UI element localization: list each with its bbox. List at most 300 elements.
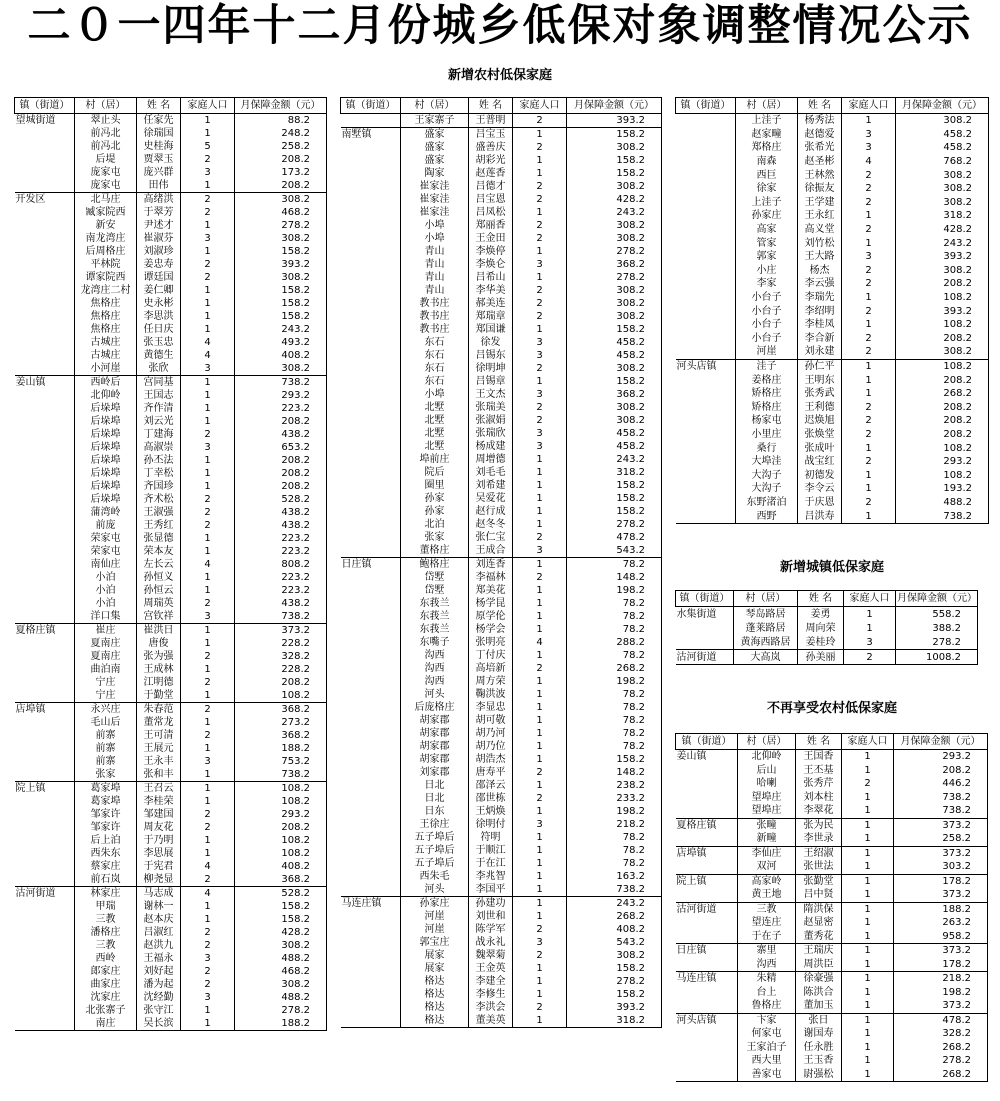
town-cell <box>15 153 75 166</box>
table-row <box>341 128 662 142</box>
amount-cell: 208.2 <box>235 415 327 428</box>
amount-cell: 408.2 <box>235 349 327 362</box>
village-cell: 沟西 <box>401 675 469 688</box>
table-row <box>15 179 327 193</box>
village-cell: 蒲湾岭 <box>75 506 137 519</box>
name-cell: 张世法 <box>796 860 842 874</box>
village-cell: 西岭 <box>75 952 137 965</box>
town-cell <box>15 336 75 349</box>
table-row <box>15 571 327 584</box>
household-cell: 1 <box>842 791 894 805</box>
village-cell: 五子埠后 <box>401 831 469 844</box>
table-row <box>15 650 327 663</box>
household-cell: 2 <box>513 219 567 232</box>
name-cell: 吕宝恩 <box>469 193 513 206</box>
town-cell <box>341 870 401 883</box>
town-cell <box>676 182 736 196</box>
amount-cell: 88.2 <box>235 114 327 128</box>
name-cell: 李令云 <box>798 482 842 496</box>
amount-cell: 258.2 <box>235 140 327 153</box>
name-cell: 战宝红 <box>798 455 842 469</box>
name-cell: 李显忠 <box>469 701 513 714</box>
amount-cell: 108.2 <box>235 847 327 860</box>
name-cell: 董秀花 <box>796 930 842 944</box>
name-cell: 李修生 <box>469 988 513 1001</box>
amount-cell: 458.2 <box>567 440 662 453</box>
household-cell: 2 <box>513 180 567 193</box>
amount-cell: 373.2 <box>894 818 988 832</box>
name-cell: 李国平 <box>469 883 513 897</box>
town-cell <box>676 428 736 442</box>
table-row <box>676 635 978 650</box>
amount-cell: 478.2 <box>894 1013 988 1027</box>
table-row <box>341 271 662 284</box>
table-row <box>15 821 327 834</box>
village-cell: 盛家 <box>401 154 469 167</box>
table-row <box>15 663 327 676</box>
household-cell: 2 <box>181 153 235 166</box>
name-cell: 吕锡章 <box>469 375 513 388</box>
amount-cell: 158.2 <box>567 375 662 388</box>
town-cell <box>341 701 401 714</box>
amount-cell: 373.2 <box>894 888 988 902</box>
table-row <box>341 701 662 714</box>
amount-cell: 373.2 <box>894 999 988 1013</box>
village-cell: 王家寨子 <box>401 114 469 128</box>
village-cell: 后周格庄 <box>75 245 137 258</box>
village-cell: 东莪兰 <box>401 623 469 636</box>
name-cell: 任永胜 <box>796 1041 842 1055</box>
household-cell: 2 <box>513 949 567 962</box>
household-cell: 2 <box>513 232 567 245</box>
table-row <box>676 387 989 401</box>
amount-cell: 78.2 <box>567 714 662 727</box>
household-cell: 1 <box>513 167 567 180</box>
town-cell <box>341 610 401 623</box>
town-cell <box>341 883 401 897</box>
village-cell: 于在子 <box>738 930 796 944</box>
town-cell <box>15 441 75 454</box>
table-row <box>15 284 327 297</box>
household-cell: 2 <box>181 978 235 991</box>
name-cell: 王国志 <box>137 389 181 402</box>
table-row <box>341 779 662 792</box>
amount-cell: 278.2 <box>235 219 327 232</box>
name-cell: 张淑娟 <box>469 414 513 427</box>
village-cell: 格达 <box>401 988 469 1001</box>
town-cell: 沽河街道 <box>676 902 738 916</box>
village-cell: 后垛埠 <box>75 428 137 441</box>
village-cell: 寨里 <box>738 944 796 958</box>
village-cell: 哈喇 <box>738 777 796 791</box>
village-cell: 孙家 <box>401 492 469 505</box>
amount-cell: 308.2 <box>235 232 327 245</box>
household-cell: 1 <box>513 870 567 883</box>
village-cell: 沟西 <box>401 662 469 675</box>
name-cell: 王福永 <box>137 952 181 965</box>
name-cell: 任日庆 <box>137 323 181 336</box>
name-cell: 李桂凤 <box>798 318 842 332</box>
table-row <box>676 441 989 455</box>
table-row <box>15 454 327 467</box>
amount-cell: 393.2 <box>896 250 989 264</box>
name-cell: 史永彬 <box>137 297 181 310</box>
amount-cell: 308.2 <box>567 949 662 962</box>
amount-cell: 208.2 <box>896 373 989 387</box>
table-row <box>341 232 662 245</box>
name-cell: 荣本友 <box>137 545 181 558</box>
household-cell: 2 <box>181 493 235 506</box>
town-cell <box>676 414 736 428</box>
household-cell: 3 <box>842 250 896 264</box>
table-row <box>15 532 327 545</box>
village-cell: 沈家庄 <box>75 991 137 1004</box>
name-cell: 张成叶 <box>798 441 842 455</box>
name-cell: 高培新 <box>469 662 513 675</box>
amount-cell: 208.2 <box>235 153 327 166</box>
village-cell: 蔡家庄 <box>75 860 137 873</box>
name-cell: 刘连香 <box>469 558 513 572</box>
household-cell: 1 <box>181 114 235 128</box>
village-cell: 大沟子 <box>736 468 798 482</box>
household-cell: 1 <box>842 750 894 764</box>
name-cell: 刘好起 <box>137 965 181 978</box>
name-cell: 魏翠菊 <box>469 949 513 962</box>
table-row <box>15 323 327 336</box>
town-cell <box>676 496 736 510</box>
name-cell: 于翠芳 <box>137 206 181 219</box>
village-cell: 古城庄 <box>75 336 137 349</box>
village-cell: 臧家院西 <box>75 206 137 219</box>
table-row <box>341 349 662 362</box>
household-cell: 2 <box>181 729 235 742</box>
name-cell: 刘竹松 <box>798 236 842 250</box>
town-cell <box>341 505 401 518</box>
town-cell <box>15 834 75 847</box>
village-cell: 后垛埠 <box>75 402 137 415</box>
table-row <box>676 373 989 387</box>
village-cell: 东野渚泊 <box>736 496 798 510</box>
town-cell <box>15 571 75 584</box>
table-row <box>15 637 327 650</box>
household-cell: 2 <box>513 310 567 323</box>
town-cell <box>15 428 75 441</box>
header-amount: 月保障金额（元） <box>567 98 662 114</box>
table-row <box>676 944 988 958</box>
town-cell <box>15 991 75 1004</box>
town-cell <box>341 675 401 688</box>
village-cell: 胡家郡 <box>401 740 469 753</box>
village-cell: 小庄 <box>736 264 798 278</box>
town-cell <box>15 206 75 219</box>
town-cell <box>676 318 736 332</box>
table-row <box>676 986 988 1000</box>
amount-cell: 308.2 <box>567 401 662 414</box>
town-cell <box>676 128 736 142</box>
town-cell <box>341 753 401 766</box>
town-cell <box>341 949 401 962</box>
name-cell: 于顺江 <box>469 844 513 857</box>
amount-cell: 318.2 <box>896 209 989 223</box>
village-cell: 南仙庄 <box>75 558 137 571</box>
household-cell: 3 <box>181 362 235 376</box>
town-cell <box>676 482 736 496</box>
name-cell: 王文杰 <box>469 388 513 401</box>
town-cell <box>341 805 401 818</box>
amount-cell: 223.2 <box>235 532 327 545</box>
village-cell: 北墅 <box>401 401 469 414</box>
name-cell: 王成林 <box>137 663 181 676</box>
village-cell: 小泊 <box>75 584 137 597</box>
name-cell: 张勤堂 <box>796 874 842 888</box>
table-row <box>15 140 327 153</box>
header-village: 村（居） <box>734 591 798 607</box>
household-cell: 2 <box>513 923 567 936</box>
household-cell: 2 <box>181 676 235 689</box>
village-cell: 崔家洼 <box>401 180 469 193</box>
table-row <box>341 662 662 675</box>
name-cell: 王瑞庆 <box>796 944 842 958</box>
amount-cell: 543.2 <box>567 936 662 949</box>
amount-cell: 488.2 <box>896 496 989 510</box>
table-row <box>341 427 662 440</box>
table-row <box>15 624 327 638</box>
village-cell: 甲瑞 <box>75 900 137 913</box>
village-cell: 邹家许 <box>75 821 137 834</box>
amount-cell: 368.2 <box>567 258 662 271</box>
amount-cell: 158.2 <box>567 479 662 492</box>
amount-cell: 243.2 <box>567 206 662 219</box>
table-row <box>676 345 989 359</box>
name-cell: 张瑞美 <box>469 401 513 414</box>
amount-cell: 308.2 <box>896 345 989 359</box>
town-cell <box>15 362 75 376</box>
table-row <box>676 318 989 332</box>
household-cell: 3 <box>181 610 235 624</box>
name-cell: 李瑞先 <box>798 291 842 305</box>
name-cell: 张为民 <box>796 818 842 832</box>
town-cell <box>341 349 401 362</box>
header-name: 姓 名 <box>798 98 842 114</box>
name-cell: 郑瑞章 <box>469 310 513 323</box>
table-row <box>15 782 327 796</box>
header-town: 镇（街道） <box>676 734 738 750</box>
household-cell: 1 <box>513 453 567 466</box>
household-cell: 3 <box>842 141 896 155</box>
amount-cell: 308.2 <box>235 362 327 376</box>
amount-cell: 233.2 <box>567 792 662 805</box>
household-cell: 2 <box>513 414 567 427</box>
section-title-urban-new: 新增城镇低保家庭 <box>779 560 884 575</box>
village-cell: 教书庄 <box>401 310 469 323</box>
name-cell: 胡浩杰 <box>469 753 513 766</box>
household-cell: 1 <box>842 236 896 250</box>
town-cell <box>341 466 401 479</box>
amount-cell: 163.2 <box>567 870 662 883</box>
table-row <box>15 336 327 349</box>
village-cell: 岱墅 <box>401 584 469 597</box>
name-cell: 刘毛毛 <box>469 466 513 479</box>
name-cell: 郑丽香 <box>469 219 513 232</box>
amount-cell: 393.2 <box>896 304 989 318</box>
town-cell <box>676 468 736 482</box>
name-cell: 董常龙 <box>137 716 181 729</box>
name-cell: 王淑强 <box>137 506 181 519</box>
household-cell: 3 <box>181 441 235 454</box>
household-cell: 1 <box>513 154 567 167</box>
amount-cell: 738.2 <box>567 883 662 897</box>
table-row <box>341 193 662 206</box>
table-row <box>15 1004 327 1017</box>
town-cell <box>676 141 736 155</box>
name-cell: 尹述才 <box>137 219 181 232</box>
town-cell: 南墅镇 <box>341 128 401 142</box>
table-row <box>15 258 327 271</box>
amount-cell: 208.2 <box>235 480 327 493</box>
table-row <box>15 127 327 140</box>
header-village: 村（居） <box>401 98 469 114</box>
name-cell: 崔淑芬 <box>137 232 181 245</box>
village-cell: 琴岛路居 <box>734 607 798 622</box>
name-cell: 于庆恩 <box>798 496 842 510</box>
name-cell: 杨秀法 <box>798 114 842 128</box>
table-row <box>341 714 662 727</box>
town-cell <box>341 219 401 232</box>
name-cell: 王可清 <box>137 729 181 742</box>
village-cell: 古城庄 <box>75 349 137 362</box>
rural-removed-table <box>675 733 988 1082</box>
amount-cell: 158.2 <box>567 505 662 518</box>
amount-cell: 653.2 <box>235 441 327 454</box>
town-cell <box>341 206 401 219</box>
household-cell: 1 <box>513 753 567 766</box>
amount-cell: 193.2 <box>896 482 989 496</box>
household-cell: 1 <box>181 467 235 480</box>
village-cell: 青山 <box>401 271 469 284</box>
amount-cell: 188.2 <box>894 902 988 916</box>
header-household: 家庭人口 <box>844 591 896 607</box>
household-cell: 2 <box>513 401 567 414</box>
table-row <box>341 766 662 779</box>
amount-cell: 158.2 <box>567 154 662 167</box>
amount-cell: 958.2 <box>894 930 988 944</box>
town-cell <box>15 323 75 336</box>
amount-cell: 293.2 <box>235 389 327 402</box>
household-cell: 3 <box>181 166 235 179</box>
name-cell: 王普明 <box>469 114 513 128</box>
amount-cell: 268.2 <box>894 1068 988 1082</box>
name-cell: 刘本柱 <box>796 791 842 805</box>
table-row <box>15 991 327 1004</box>
household-cell: 4 <box>513 636 567 649</box>
table-row <box>15 965 327 978</box>
village-cell: 后垛埠 <box>75 480 137 493</box>
table-row <box>341 949 662 962</box>
table-row <box>15 506 327 519</box>
table-row <box>676 277 989 291</box>
amount-cell: 198.2 <box>567 584 662 597</box>
table-header <box>676 591 978 607</box>
table-row <box>676 1054 988 1068</box>
town-cell <box>15 808 75 821</box>
household-cell: 1 <box>181 179 235 193</box>
table-row <box>15 834 327 847</box>
amount-cell: 738.2 <box>894 791 988 805</box>
town-cell <box>676 209 736 223</box>
header-town: 镇（街道） <box>341 98 401 114</box>
table-row <box>676 902 988 916</box>
name-cell: 史桂海 <box>137 140 181 153</box>
name-cell: 徐明坤 <box>469 362 513 375</box>
table-row <box>15 768 327 782</box>
town-cell <box>676 999 738 1013</box>
name-cell: 赵德爱 <box>798 128 842 142</box>
table-row <box>341 492 662 505</box>
name-cell: 潘为起 <box>137 978 181 991</box>
table-row <box>341 675 662 688</box>
table-row <box>15 362 327 376</box>
household-cell: 1 <box>181 834 235 847</box>
amount-cell: 438.2 <box>235 597 327 610</box>
amount-cell: 738.2 <box>896 509 989 523</box>
town-cell <box>15 729 75 742</box>
header-village: 村（居） <box>738 734 796 750</box>
village-cell: 北泊 <box>401 518 469 531</box>
household-cell: 1 <box>181 245 235 258</box>
amount-cell: 458.2 <box>567 427 662 440</box>
table-row <box>341 975 662 988</box>
household-cell: 3 <box>181 232 235 245</box>
town-cell <box>676 958 738 972</box>
name-cell: 孙恒义 <box>137 571 181 584</box>
village-cell: 龙湾庄二村 <box>75 284 137 297</box>
town-cell <box>676 441 736 455</box>
table-row <box>15 310 327 323</box>
town-cell <box>341 531 401 544</box>
header-village: 村（居） <box>75 98 137 114</box>
amount-cell: 308.2 <box>567 141 662 154</box>
village-cell: 胡家郡 <box>401 714 469 727</box>
amount-cell: 198.2 <box>567 805 662 818</box>
household-cell: 1 <box>513 857 567 870</box>
amount-cell: 318.2 <box>567 1014 662 1028</box>
village-cell: 东莪兰 <box>401 610 469 623</box>
village-cell: 展家 <box>401 962 469 975</box>
table-row <box>15 703 327 717</box>
household-cell: 2 <box>513 362 567 375</box>
village-cell: 夏南庄 <box>75 650 137 663</box>
household-cell: 1 <box>181 768 235 782</box>
household-cell: 1 <box>842 1068 894 1082</box>
amount-cell: 248.2 <box>235 127 327 140</box>
amount-cell: 278.2 <box>894 1054 988 1068</box>
amount-cell: 308.2 <box>567 362 662 375</box>
amount-cell: 228.2 <box>235 637 327 650</box>
town-cell <box>15 926 75 939</box>
town-cell <box>15 716 75 729</box>
village-cell: 后垛埠 <box>75 467 137 480</box>
household-cell: 1 <box>842 860 894 874</box>
table-row <box>676 791 988 805</box>
household-cell: 1 <box>181 323 235 336</box>
amount-cell: 293.2 <box>894 750 988 764</box>
household-cell: 2 <box>513 662 567 675</box>
village-cell: 荣家屯 <box>75 532 137 545</box>
household-cell: 1 <box>513 206 567 219</box>
name-cell: 崔洪日 <box>137 624 181 638</box>
household-cell: 2 <box>842 496 896 510</box>
town-cell <box>15 140 75 153</box>
